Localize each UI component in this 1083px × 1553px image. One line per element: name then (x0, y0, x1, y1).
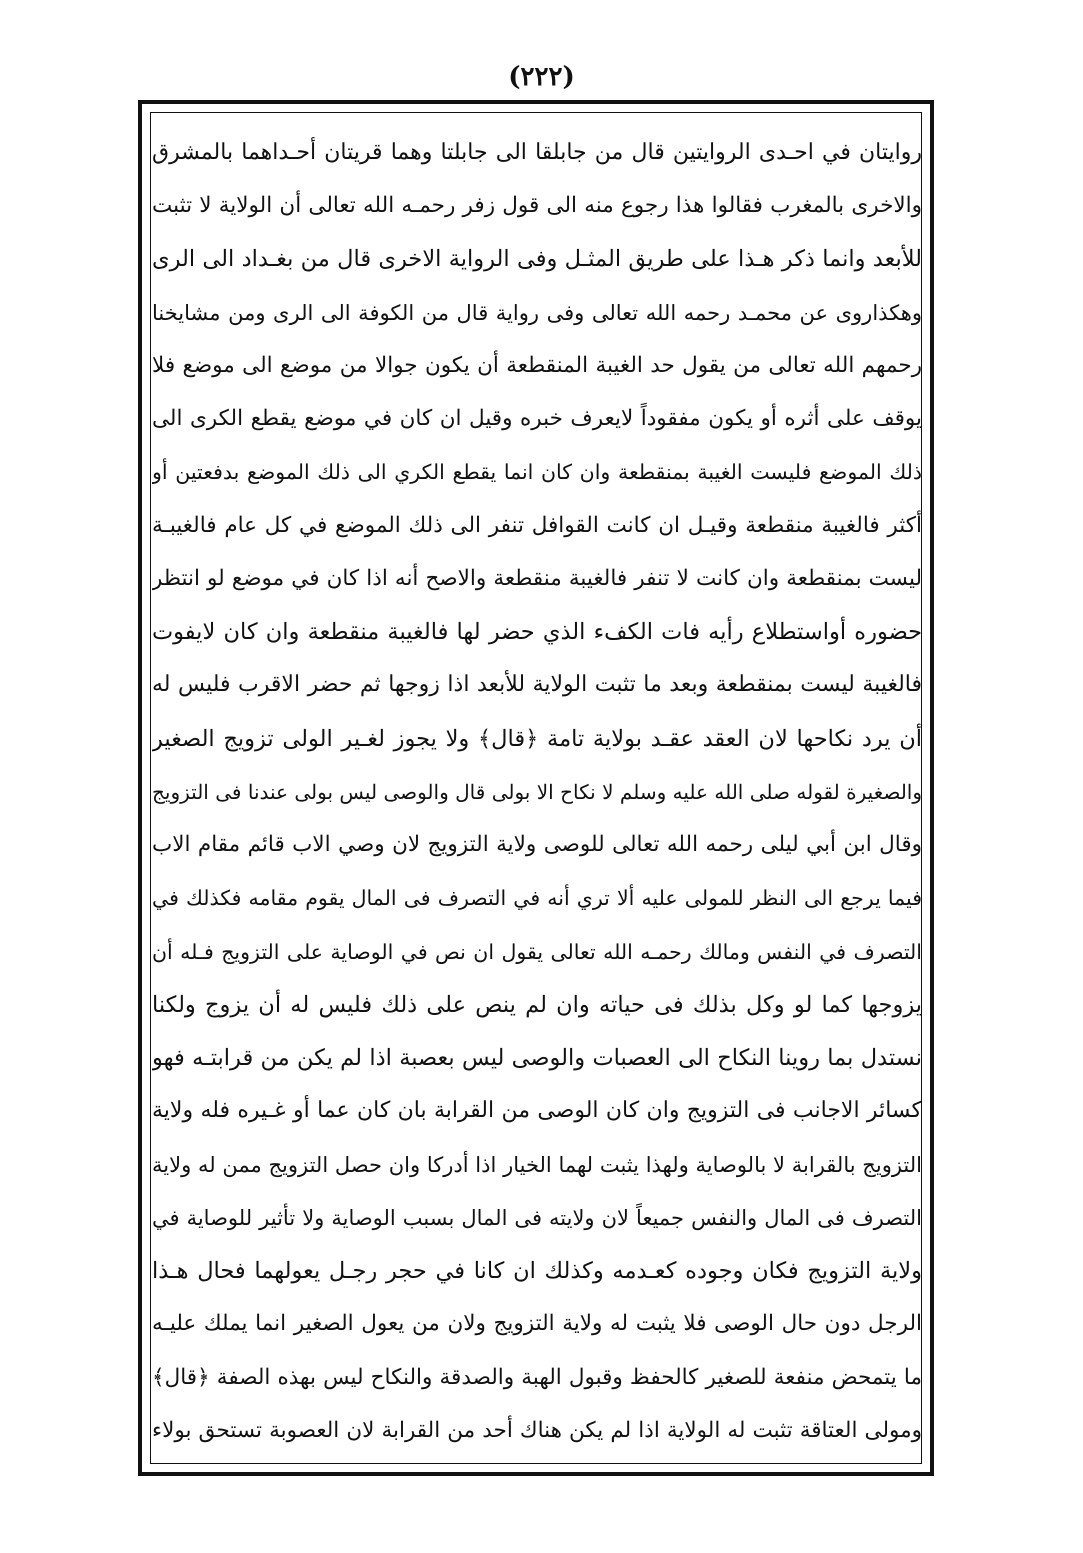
text-line: أكثر فالغيبة منقطعة وقيـل ان كانت القوافل تنفر الى ذلك الموضع في كل عام فالغيبـة (152, 513, 922, 538)
text-line: ومولى العتاقة تثبت له الولاية اذا لم يكن هناك أحد من القرابة لان العصوبة تستحق بولاء (152, 1418, 922, 1443)
text-line: ذلك الموضع فليست الغيبة بمنقطعة وان كان انما يقطع الكري الى ذلك الموضع بدفعتين أو (152, 460, 922, 484)
text-line: وقال ابن أبي ليلى رحمه الله تعالى للوصى ولاية التزويج لان وصي الاب قائم مقام الاب (152, 832, 922, 857)
text-line: فالغيبة ليست بمنقطعة وبعد ما تثبت الولاية للأبعد اذا زوجها ثم حضر الاقرب فليس له (152, 672, 922, 697)
text-line: ليست بمنقطعة وان كانت لا تنفر فالغيبة منقطعة والاصح أنه اذا كان في موضع لو انتظر (152, 566, 922, 591)
text-line: أن يرد نكاحها لان العقد عقـد بولاية تامة ﴿قال﴾ ولا يجوز لغـير الولى تزويج الصغير (152, 726, 922, 752)
text-line: فيما يرجع الى النظر للمولى عليه ألا تري أنه في التصرف فى المال يقوم مقامه فكذلك في (152, 886, 922, 910)
text-line: التصرف فى المال والنفس جميعاً لان ولايته فى المال بسبب الوصاية ولا تأثير للوصاية في (152, 1206, 922, 1230)
text-line: يوقف على أثره أو يكون مفقوداً لايعرف خبره وقيل ان كان في موضع يقطع الكرى الى (152, 406, 922, 431)
text-line: والاخرى بالمغرب فقالوا هذا رجوع منه الى قول زفر رحمـه الله تعالى أن الولاية لا تثبت (152, 193, 922, 218)
text-line: ولاية التزويج فكان وجوده كعـدمه وكذلك ان كانا في حجر رجـل يعولهما فحال هـذا (152, 1258, 922, 1284)
text-line: كسائر الاجانب فى التزويج وان كان الوصى من القرابة بان كان عما أو غـيره فله ولاية (152, 1098, 922, 1123)
text-line: وهكذاروى عن محمـد رحمه الله تعالى وفى رواية قال من الكوفة الى الرى ومن مشايخنا (152, 301, 922, 325)
text-line: نستدل بما روينا النكاح الى العصبات والوصى ليس بعصبة اذا لم يكن من قرابتـه فهو (152, 1045, 922, 1071)
text-line: التزويج بالقرابة لا بالوصاية ولهذا يثبت لهما الخيار اذا أدركا وان حصل التزويج ممن له ولاية (152, 1153, 922, 1177)
text-line: التصرف في النفس ومالك رحمـه الله تعالى يقول ان نص في الوصاية على التزويج فـله أن (152, 940, 922, 964)
text-line: يزوجها كما لو وكل بذلك فى حياته وان لم ينص على ذلك فليس له أن يزوج ولكنا (152, 992, 922, 1018)
text-line: الرجل دون حال الوصى فلا يثبت له ولاية التزويج ولان من يعول الصغير انما يملك عليـه (152, 1311, 922, 1336)
page-number: (٢٢٢) (508, 62, 575, 92)
text-body (152, 128, 922, 1458)
text-line: حضوره أواستطلاع رأيه فات الكفء الذي حضر لها فالغيبة منقطعة وان كان لايفوت (152, 619, 922, 645)
text-line: للأبعد وانما ذكر هـذا على طريق المثـل وفى الرواية الاخرى قال من بغـداد الى الرى (152, 246, 922, 272)
text-line: رحمهم الله تعالى من يقول حد الغيبة المنقطعة أن يكون جوالا من موضع الى موضع فلا (152, 353, 922, 378)
text-line: ما يتمحض منفعة للصغير كالحفظ وقبول الهبة والصدقة والنكاح ليس بهذه الصفة ﴿قال﴾ (152, 1365, 922, 1390)
text-line: والصغيرة لقوله صلى الله عليه وسلم لا نكاح الا بولى قال والوصى ليس بولى عندنا فى التزويج (152, 780, 922, 804)
text-line: روايتان في احـدى الروايتين قال من جابلقا الى جابلتا وهما قريتان أحـداهما بالمشرق (152, 140, 922, 165)
